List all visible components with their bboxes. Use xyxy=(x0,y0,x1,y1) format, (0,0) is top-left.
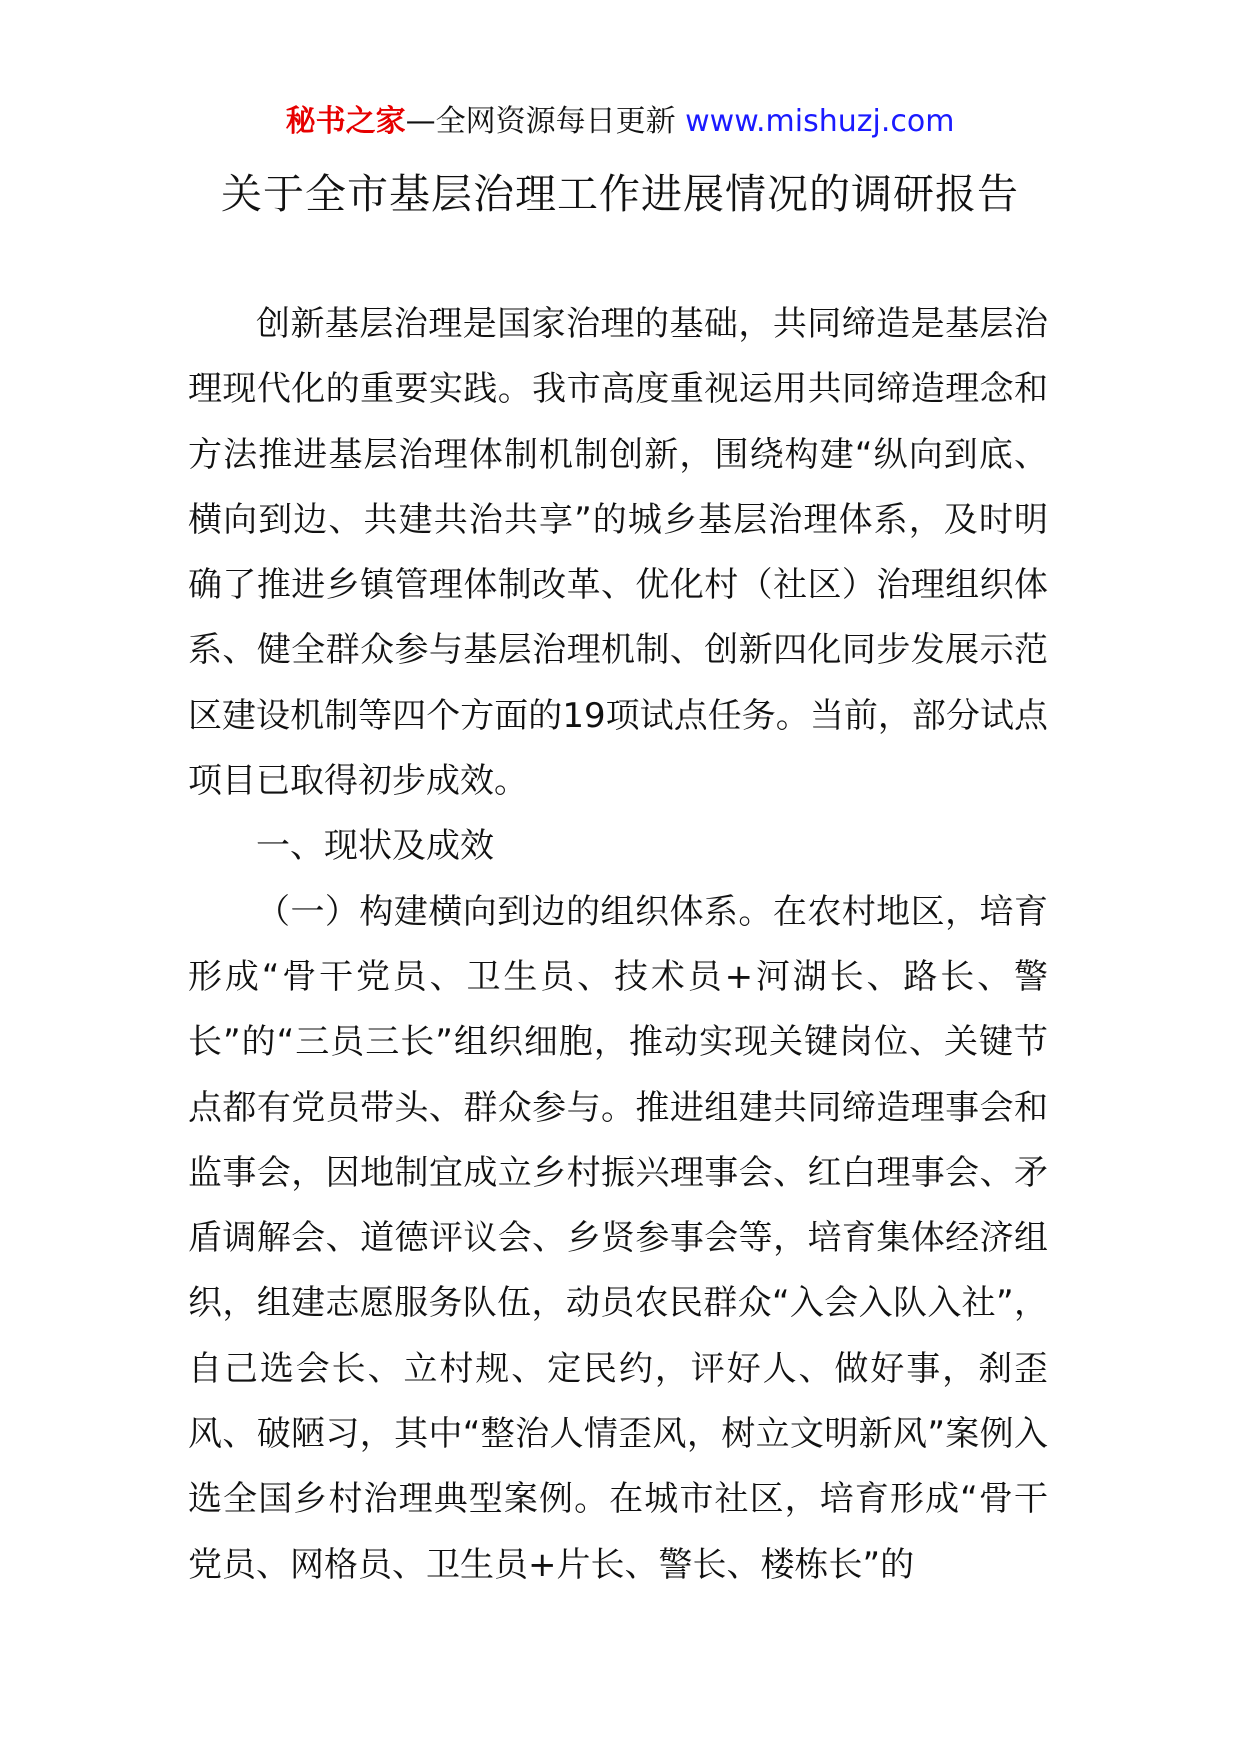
paragraph-section-1: （一）构建横向到边的组织体系。在农村地区，培育形成“骨干党员、卫生员、技术员+河湖长、路长、警长”的“三员三长”组织细胞，推动实现关键岗位、关键节点都有党员带头、群众参与。推进组建共同缔造理事会和监事会，因地制宜成立乡村振兴理事会、红白理事会、矛盾调解会、道德评议会、乡贤参事会等，培育集体经济组织，组建志愿服务队伍，动员农民群众“入会入队入社”，自己选会长、立村规、定民约，评好人、做好事，刹歪风、破陋习，其中“整治人情歪风，树立文明新风”案例入选全国乡村治理典型案例。在城市社区，培育形成“骨干党员、网格员、卫生员+片长、警长、楼栋长”的 xyxy=(188,891,1048,1585)
document-title: 关于全市基层治理工作进展情况的调研报告 xyxy=(221,170,1019,218)
brand-name: 秘书之家 xyxy=(285,104,406,139)
website-link[interactable]: www.mishuzj.com xyxy=(685,104,955,139)
paragraph-intro: 创新基层治理是国家治理的基础，共同缔造是基层治理现代化的重要实践。我市高度重视运用共同缔造理念和方法推进基层治理体制机制创新，围绕构建“纵向到底、横向到边、共建共治共享”的城乡基层治理体系，及时明确了推进乡镇管理体制改革、优化村（社区）治理组织体系、健全群众参与基层治理机制、创新四化同步发展示范区建设机制等四个方面的19项试点任务。当前，部分试点项目已取得初步成效。 xyxy=(188,304,1048,802)
document-body xyxy=(188,292,1048,1598)
section-heading: 一、现状及成效 xyxy=(256,826,494,867)
header-banner xyxy=(0,102,1240,142)
banner-tagline: —全网资源每日更新 xyxy=(405,104,686,139)
